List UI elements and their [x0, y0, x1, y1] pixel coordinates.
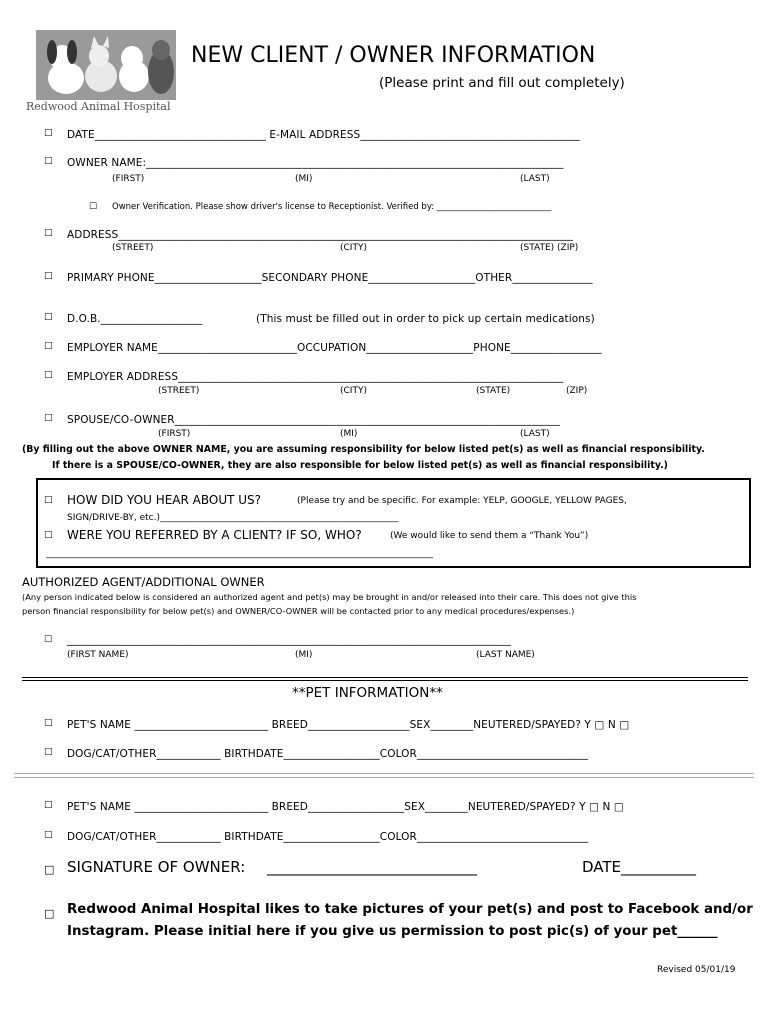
dob-note: (This must be filled out in order to pick up certain medications) [256, 313, 595, 325]
checkbox[interactable]: □ [44, 413, 53, 423]
employer-street-label: (STREET) [158, 386, 200, 396]
owner-first-label: (FIRST) [112, 174, 145, 184]
agent-name-field[interactable]: ___________________________________________________________________________________ [67, 634, 512, 646]
photo-permission-2[interactable]: Instagram. Please initial here if you give us permission to post pic(s) of your pet______ [67, 924, 718, 939]
checkbox[interactable]: □ [44, 863, 55, 876]
employer-city-label: (CITY) [340, 386, 367, 396]
checkbox[interactable]: □ [44, 341, 53, 351]
owner-mi-label: (MI) [295, 174, 313, 184]
referred-note: (We would like to send them a “Thank You”) [390, 531, 589, 541]
pet-divider [14, 773, 754, 774]
revised-date: Revised 05/01/19 [657, 965, 736, 975]
owner-last-label: (LAST) [520, 174, 550, 184]
checkbox[interactable]: □ [44, 128, 53, 138]
checkbox[interactable]: □ [44, 312, 53, 322]
pet-info-heading: **PET INFORMATION** [292, 685, 443, 701]
spouse-mi-label: (MI) [340, 429, 358, 439]
agent-last-label: (LAST NAME) [476, 650, 535, 660]
page-subtitle: (Please print and fill out completely) [379, 75, 625, 91]
responsibility-note-2: If there is a SPOUSE/CO-OWNER, they are also responsible for below listed pet(s) as well as financial responsibility.) [52, 460, 668, 471]
dob-field[interactable]: D.O.B.___________________ [67, 313, 203, 325]
pet2-species-birth-color[interactable]: DOG/CAT/OTHER____________ BIRTHDATE__________________COLOR________________________________ [67, 831, 589, 843]
employer-address-field[interactable]: EMPLOYER ADDRESS________________________________________________________________________ [67, 371, 564, 383]
pet2-details[interactable]: PET'S NAME _________________________ BREED__________________SEX________NEUTERED/SPAYED? Y □ N □ [67, 801, 624, 813]
owner-verification[interactable]: Owner Verification. Please show driver's license to Receptionist. Verified by: ___________________________ [112, 202, 552, 212]
address-city-label: (CITY) [340, 243, 367, 253]
agent-note-2: person financial responsibility for below pet(s) and OWNER/CO-OWNER will be contacted prior to any medical procedures/expenses.) [22, 606, 575, 616]
employer-zip-label: (ZIP) [566, 386, 588, 396]
checkbox[interactable]: □ [44, 800, 53, 810]
checkbox[interactable]: □ [44, 634, 53, 644]
pets-silhouette-icon [36, 30, 176, 100]
checkbox[interactable]: □ [44, 747, 53, 757]
agent-first-label: (FIRST NAME) [67, 650, 129, 660]
hear-about-us-field[interactable]: SIGN/DRIVE-BY, etc.)_____________________________________________________ [67, 513, 399, 523]
checkbox[interactable]: □ [44, 907, 55, 920]
checkbox[interactable]: □ [44, 530, 53, 540]
checkbox[interactable]: □ [89, 201, 98, 211]
checkbox[interactable]: □ [44, 495, 53, 505]
spouse-last-label: (LAST) [520, 429, 550, 439]
responsibility-note-1: (By filling out the above OWNER NAME, you are assuming responsibility for below listed pet(s) as well as financial responsibility. [22, 444, 705, 455]
pet1-species-birth-color[interactable]: DOG/CAT/OTHER____________ BIRTHDATE__________________COLOR________________________________ [67, 748, 589, 760]
address-statezip-label: (STATE) (ZIP) [520, 243, 579, 253]
logo-text: Redwood Animal Hospital [26, 100, 171, 113]
pet1-details[interactable]: PET'S NAME _________________________ BREED___________________SEX________NEUTERED/SPAYED? Y □ N □ [67, 719, 630, 731]
spouse-field[interactable]: SPOUSE/CO-OWNER________________________________________________________________________ [67, 414, 560, 426]
hear-about-us-note: (Please try and be specific. For example: YELP, GOOGLE, YELLOW PAGES, [297, 496, 627, 506]
address-street-label: (STREET) [112, 243, 154, 253]
employer-state-label: (STATE) [476, 386, 511, 396]
section-divider [22, 677, 748, 678]
checkbox[interactable]: □ [44, 718, 53, 728]
agent-heading: AUTHORIZED AGENT/ADDITIONAL OWNER [22, 575, 265, 589]
checkbox[interactable]: □ [44, 830, 53, 840]
spouse-first-label: (FIRST) [158, 429, 191, 439]
referred-label: WERE YOU REFERRED BY A CLIENT? IF SO, WHO? [67, 528, 362, 542]
checkbox[interactable]: □ [44, 156, 53, 166]
photo-permission-1: Redwood Animal Hospital likes to take pictures of your pet(s) and post to Facebook and/or [67, 902, 753, 917]
hear-about-us-label: HOW DID YOU HEAR ABOUT US? [67, 493, 262, 507]
referred-field[interactable]: ______________________________________________________________________________________ [46, 549, 433, 559]
agent-note-1: (Any person indicated below is considered an authorized agent and pet(s) may be brought in and/or released into their care. This does not give this [22, 592, 637, 602]
checkbox[interactable]: □ [44, 271, 53, 281]
checkbox[interactable]: □ [44, 370, 53, 380]
signature-label: SIGNATURE OF OWNER: [67, 858, 246, 876]
phone-fields[interactable]: PRIMARY PHONE____________________SECONDARY PHONE____________________OTHER_______________ [67, 272, 593, 284]
signature-field[interactable]: ____________________________ [267, 858, 477, 876]
employer-fields[interactable]: EMPLOYER NAME__________________________OCCUPATION____________________PHONE_________________ [67, 342, 602, 354]
page-title: NEW CLIENT / OWNER INFORMATION [191, 43, 596, 68]
signature-date-field[interactable]: DATE__________ [582, 858, 697, 876]
section-divider [22, 680, 748, 681]
agent-mi-label: (MI) [295, 650, 313, 660]
pet-divider [14, 777, 754, 778]
checkbox[interactable]: □ [44, 228, 53, 238]
address-field[interactable]: ADDRESS_____________________________________________________________________________________ [67, 229, 574, 241]
owner-name-field[interactable]: OWNER NAME:______________________________________________________________________________ [67, 157, 564, 169]
date-email-field[interactable]: DATE________________________________ E-MAIL ADDRESS_________________________________________ [67, 129, 580, 141]
hospital-logo [26, 30, 176, 113]
